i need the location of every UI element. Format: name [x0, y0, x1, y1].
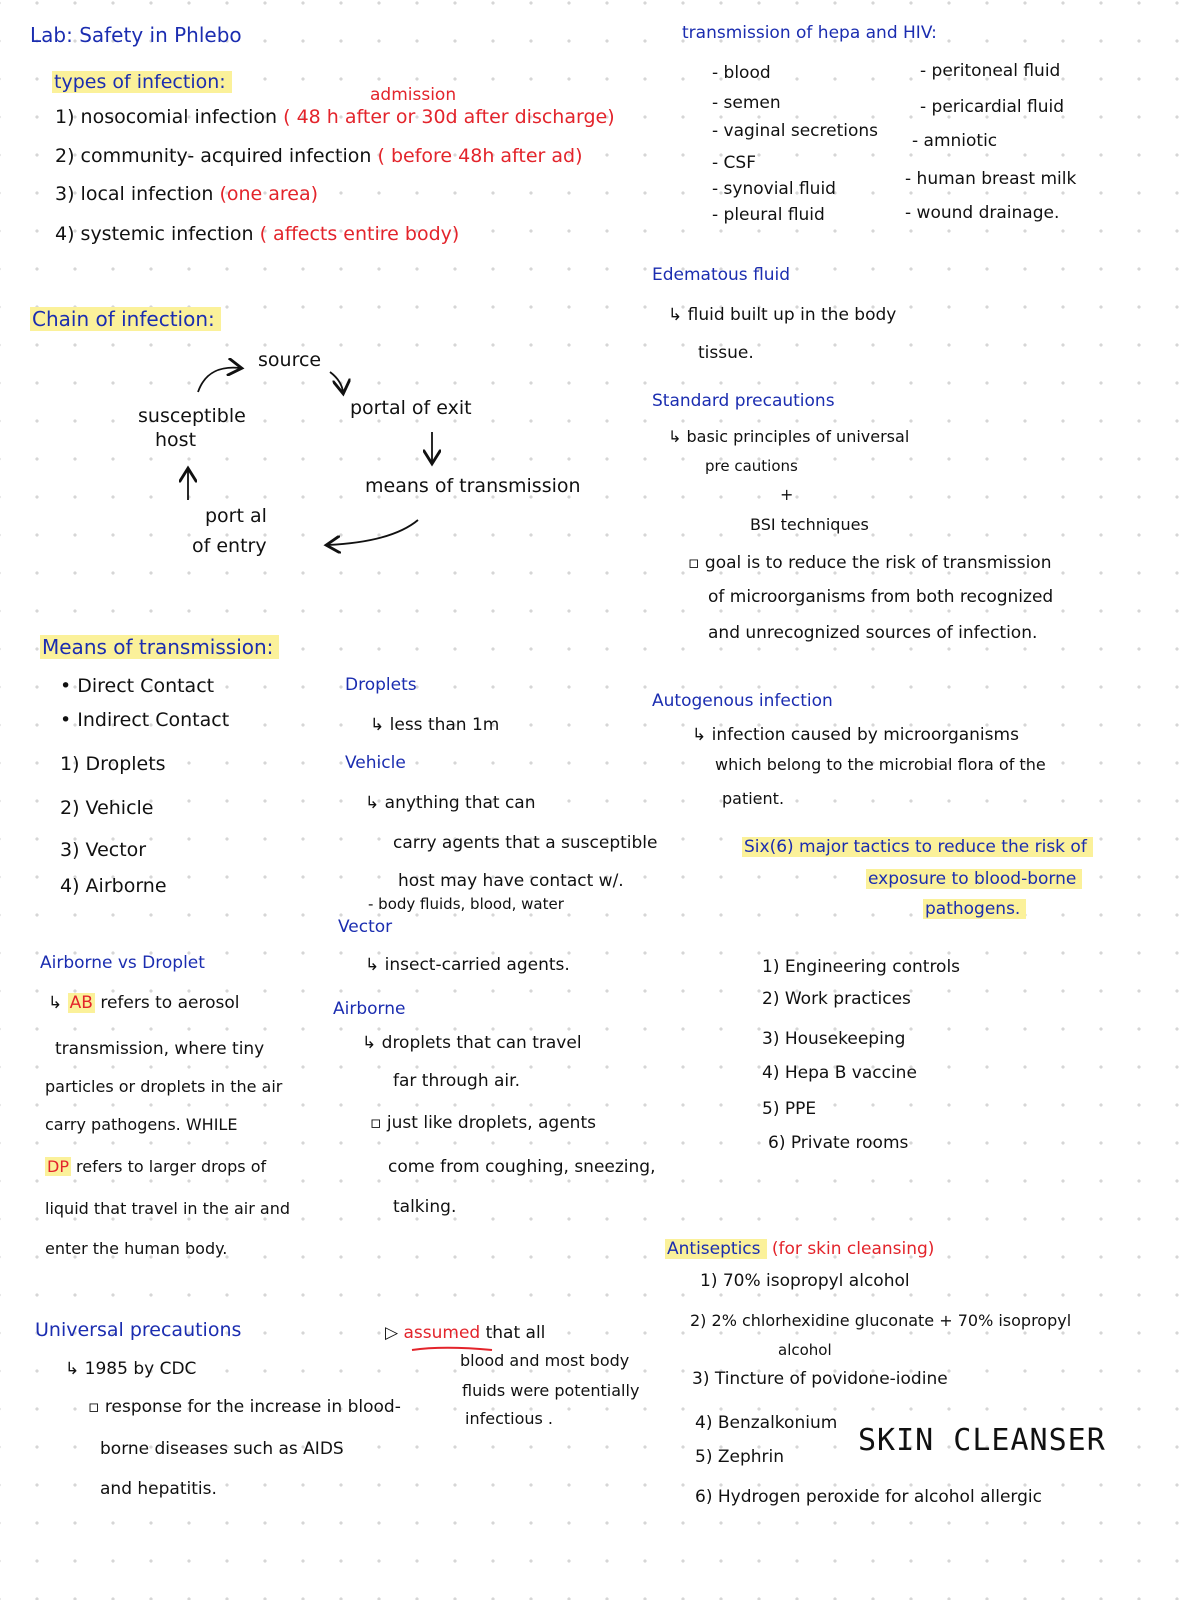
arrow-means-to-entry	[328, 520, 418, 545]
chain-portal-entry-2: of entry	[192, 535, 267, 557]
universal-line-1: ↳ 1985 by CDC	[65, 1359, 197, 1379]
chain-heading: Chain of infection:	[30, 308, 221, 331]
hiv-right-5: - wound drainage.	[905, 203, 1060, 223]
chain-portal-exit: portal of exit	[350, 397, 472, 419]
airborne-heading: Airborne	[333, 999, 406, 1019]
chain-host-1: susceptible	[138, 405, 246, 427]
autogenous-line-3: patient.	[722, 789, 785, 808]
edematous-heading: Edematous fluid	[652, 265, 791, 285]
vehicle-line-3: host may have contact w/.	[398, 871, 624, 891]
hiv-left-5: - synovial fluid	[712, 179, 836, 199]
ab-line-3: particles or droplets in the air	[45, 1077, 283, 1096]
standard-heading: Standard precautions	[652, 391, 835, 411]
six-heading-3: pathogens.	[923, 900, 1026, 920]
antiseptics-heading-line: Antiseptics (for skin cleansing)	[667, 1239, 935, 1259]
airborne-line-1: ↳ droplets that can travel	[362, 1033, 582, 1053]
universal-resp-3: and hepatitis.	[100, 1479, 217, 1499]
antiseptic-2: 2) 2% chlorhexidine gluconate + 70% isopropyl	[690, 1311, 1072, 1330]
arrow-source-to-exit	[330, 372, 343, 392]
means-item-1: 1) Droplets	[60, 753, 166, 775]
chain-means: means of transmission	[365, 475, 581, 497]
six-item-3: 3) Housekeeping	[762, 1029, 906, 1049]
assumed-line: ▷ assumed that all	[385, 1323, 546, 1343]
antiseptic-5: 5) Zephrin	[695, 1447, 785, 1467]
type-item-4: 4) systemic infection ( affects entire body)	[55, 223, 460, 245]
universal-resp-1: ▫ response for the increase in blood-	[88, 1397, 401, 1417]
chain-portal-entry-1: port al	[205, 505, 267, 527]
hiv-left-3: - vaginal secretions	[712, 121, 879, 141]
ab-line-4: carry pathogens. WHILE	[45, 1115, 238, 1134]
antiseptic-2b: alcohol	[778, 1341, 832, 1359]
vector-text: ↳ insect-carried agents.	[365, 955, 570, 975]
assumed-line-2: blood and most body	[460, 1351, 630, 1370]
antiseptic-1: 1) 70% isopropyl alcohol	[700, 1271, 910, 1291]
six-item-6: 6) Private rooms	[768, 1133, 909, 1153]
types-heading: types of infection:	[52, 72, 232, 94]
ab-line-2: transmission, where tiny	[55, 1039, 265, 1059]
vector-heading: Vector	[338, 917, 393, 937]
airborne-bullet-1: ▫ just like droplets, agents	[370, 1113, 596, 1133]
standard-line-2: pre cautions	[705, 457, 798, 475]
assumed-line-3: fluids were potentially	[462, 1381, 640, 1400]
standard-line-3: BSI techniques	[750, 515, 869, 534]
dp-line-2: liquid that travel in the air and	[45, 1199, 290, 1218]
means-bullet-1: • Direct Contact	[60, 675, 215, 697]
standard-plus: +	[780, 485, 794, 504]
edematous-line-2: tissue.	[698, 343, 754, 363]
airborne-line-2: far through air.	[393, 1071, 520, 1091]
underline-assumed	[412, 1348, 492, 1350]
vehicle-line-1: ↳ anything that can	[365, 793, 536, 813]
type-item-3: 3) local infection (one area)	[55, 183, 319, 205]
assumed-line-4: infectious .	[465, 1409, 554, 1428]
means-heading: Means of transmission:	[40, 636, 279, 659]
universal-heading: Universal precautions	[35, 1319, 242, 1341]
type-item-1: 1) nosocomial infection ( 48 h after or 30d after discharge)	[55, 106, 615, 128]
standard-goal-2: of microorganisms from both recognized	[708, 587, 1054, 607]
dp-line-1: DP refers to larger drops of	[47, 1157, 267, 1176]
chain-host-2: host	[155, 429, 197, 451]
airborne-bullet-2: come from coughing, sneezing,	[388, 1157, 656, 1177]
means-item-2: 2) Vehicle	[60, 797, 154, 819]
droplets-heading: Droplets	[345, 675, 417, 695]
six-heading-1: Six(6) major tactics to reduce the risk of	[742, 838, 1093, 858]
vehicle-line-2: carry agents that a susceptible	[393, 833, 658, 853]
six-item-4: 4) Hepa B vaccine	[762, 1063, 917, 1083]
skin-cleanser-label: SKIN CLEANSER	[858, 1423, 1106, 1458]
airborne-bullet-3: talking.	[393, 1197, 457, 1217]
six-item-1: 1) Engineering controls	[762, 957, 961, 977]
arrow-host-to-source	[198, 368, 240, 392]
ab-line-1: ↳ AB refers to aerosol	[48, 993, 240, 1013]
hiv-left-2: - semen	[712, 93, 781, 113]
hiv-right-2: - pericardial fluid	[920, 97, 1065, 117]
standard-goal-3: and unrecognized sources of infection.	[708, 623, 1038, 643]
means-bullet-2: • Indirect Contact	[60, 709, 230, 731]
hiv-left-1: - blood	[712, 63, 771, 83]
type-item-2: 2) community- acquired infection ( before 48h after ad)	[55, 145, 583, 167]
antiseptic-6: 6) Hydrogen peroxide for alcohol allergic	[695, 1487, 1042, 1507]
admission-note: admission	[370, 85, 457, 105]
hiv-right-1: - peritoneal fluid	[920, 61, 1061, 81]
vehicle-heading: Vehicle	[345, 753, 406, 773]
hiv-heading: transmission of hepa and HIV:	[682, 23, 937, 43]
vehicle-sub: - body fluids, blood, water	[368, 895, 564, 913]
means-item-3: 3) Vector	[60, 839, 147, 861]
six-heading-2: exposure to blood-borne	[866, 870, 1082, 890]
six-item-5: 5) PPE	[762, 1099, 817, 1119]
hiv-right-4: - human breast milk	[905, 169, 1077, 189]
standard-line-1: ↳ basic principles of universal	[668, 427, 910, 446]
autogenous-heading: Autogenous infection	[652, 691, 833, 711]
standard-goal-1: ▫ goal is to reduce the risk of transmission	[688, 553, 1052, 573]
universal-resp-2: borne diseases such as AIDS	[100, 1439, 344, 1459]
autogenous-line-2: which belong to the microbial flora of the	[715, 755, 1046, 774]
dp-line-3: enter the human body.	[45, 1239, 228, 1258]
means-item-4: 4) Airborne	[60, 875, 167, 897]
hiv-left-4: - CSF	[712, 153, 756, 173]
autogenous-line-1: ↳ infection caused by microorganisms	[692, 725, 1019, 745]
ab-vs-dp-heading: Airborne vs Droplet	[40, 953, 205, 973]
droplets-text: ↳ less than 1m	[370, 715, 500, 735]
hiv-right-3: - amniotic	[912, 131, 998, 151]
chain-source: source	[258, 349, 322, 371]
antiseptic-4: 4) Benzalkonium	[695, 1413, 838, 1433]
six-item-2: 2) Work practices	[762, 989, 911, 1009]
edematous-line-1: ↳ fluid built up in the body	[668, 305, 897, 325]
hiv-left-6: - pleural fluid	[712, 205, 825, 225]
antiseptic-3: 3) Tincture of povidone-iodine	[692, 1369, 948, 1389]
page-title: Lab: Safety in Phlebo	[30, 23, 242, 47]
